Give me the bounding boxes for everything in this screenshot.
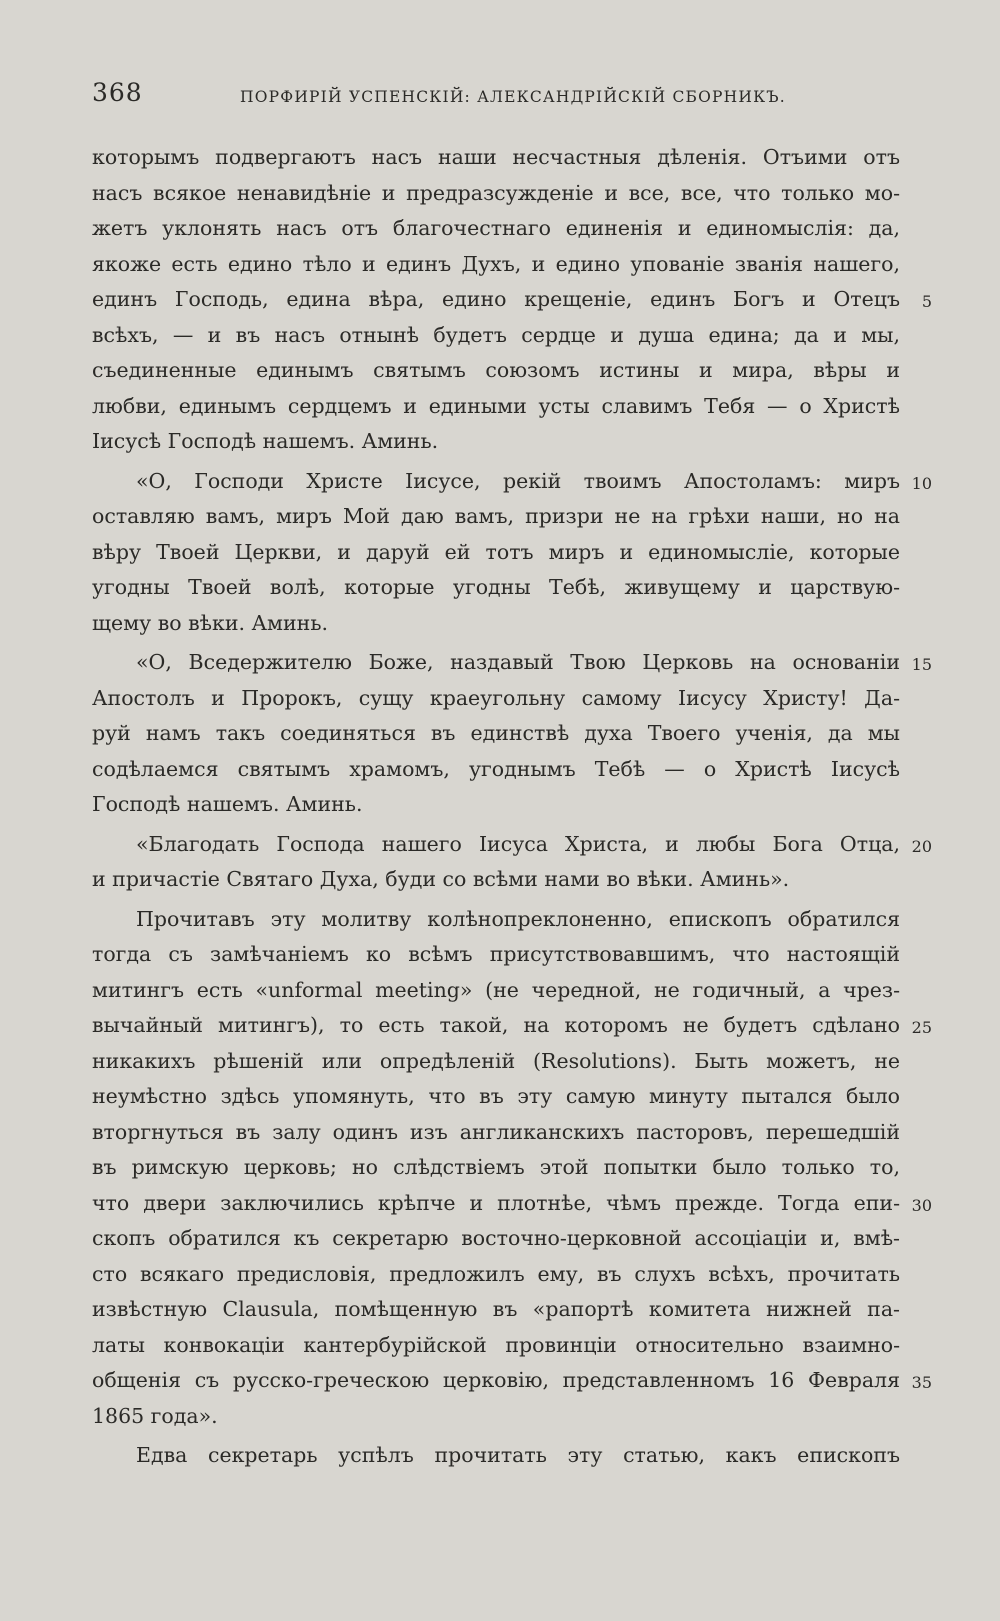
page-header [92,78,902,118]
text-line-content: единъ Господь, едина вѣра, едино крещеніе, единъ Богъ и Отецъ [92,287,900,311]
text-line-content: никакихъ рѣшеній или опредѣленій (Resolutions). Быть можетъ, не [92,1048,900,1073]
text-line-content: Прочитавъ эту молитву колѣнопреклоненно, епископъ обратился [136,906,900,931]
line-number: 15 [911,655,932,674]
text-line-content: извѣстную Clausula, помѣщенную въ «рапортѣ комитета нижней па- [92,1297,900,1321]
text-line [92,353,900,389]
text-line [92,716,900,752]
text-line-content: и причастіе Святаго Духа, буди со всѣми нами во вѣки. Аминь». [92,867,790,891]
page-number: 368 [92,78,143,107]
text-line-content: «О, Господи Христе Іисусе, рекій твоимъ Апостоламъ: миръ [136,468,900,493]
text-line-content: любви, единымъ сердцемъ и едиными усты славимъ Тебя — о Христѣ [92,393,900,418]
text-line [92,1079,900,1115]
line-number: 5 [921,292,932,311]
text-line [92,535,900,571]
text-line [92,1257,900,1293]
text-line [92,606,900,642]
text-line-content: 1865 года». [92,1403,218,1428]
text-line [92,827,932,863]
text-line [92,1186,932,1222]
text-line-content: всѣхъ, — и въ насъ отнынѣ будетъ сердце и душа едина; да и мы, [92,322,900,347]
text-line [92,973,900,1009]
text-line-content: что двери заключились крѣпче и плотнѣе, чѣмъ прежде. Тогда епи- [92,1190,900,1215]
line-number: 30 [911,1195,932,1215]
text-line [92,1399,900,1435]
text-line-content: съединенные единымъ святымъ союзомъ истины и мира, вѣры и [92,358,900,382]
text-line-content: «Благодать Господа нашего Іисуса Христа, и любы Бога Отца, [136,831,900,856]
text-line [92,389,900,425]
text-line [92,464,932,500]
running-title: ПОРФИРІЙ УСПЕНСКІЙ: АЛЕКСАНДРІЙСКІЙ СБОРНИКЪ. [240,88,786,106]
line-number: 25 [911,1018,932,1037]
text-line-content: Едва секретарь успѣлъ прочитать эту статью, какъ епископъ [136,1443,900,1467]
line-number: 35 [911,1373,932,1392]
text-line-content: содѣлаемся святымъ храмомъ, угоднымъ Тебѣ — о Христѣ Іисусѣ [92,756,900,781]
text-line [92,681,900,717]
text-line [92,424,900,460]
text-line-content: насъ всякое ненавидѣніе и предразсужденіе и все, все, что только мо- [92,180,900,205]
text-line-content: тогда съ замѣчаніемъ ко всѣмъ присутствовавшимъ, что настоящій [92,942,900,966]
text-line [92,1115,900,1151]
text-line [92,862,900,898]
text-line-content: неумѣстно здѣсь упомянуть, что въ эту самую минуту пытался было [92,1084,900,1108]
text-line [92,645,932,681]
text-line-content: Іисусѣ Господѣ нашемъ. Аминь. [92,429,439,453]
text-line [92,1292,900,1328]
text-line-content: якоже есть едино тѣло и единъ Духъ, и едино упованіе званія нашего, [92,251,900,276]
text-line [92,211,900,247]
text-line-content: щему во вѣки. Аминь. [92,610,329,635]
text-line-content: латы конвокаціи кантербурійской провинціи относительно взаимно- [92,1332,900,1357]
text-line [92,318,900,354]
text-line-content: вторгнуться въ залу одинъ изъ англиканскихъ пасторовъ, перешедшій [92,1119,900,1144]
text-line-content: сто всякаго предисловія, предложилъ ему, въ слухъ всѣхъ, прочитать [92,1261,900,1286]
text-line-content: жетъ уклонять насъ отъ благочестнаго единенія и единомыслія: да, [92,216,900,240]
text-line [92,1044,900,1080]
text-line-content: вычайный митингъ), то есть такой, на которомъ не будетъ сдѣлано [92,1013,900,1037]
text-line-content: «О, Вседержителю Боже, наздавый Твою Церковь на основаніи [136,650,900,674]
body-text [92,140,932,1474]
text-line-content: въ римскую церковь; но слѣдствіемъ этой попытки было только то, [92,1155,900,1179]
text-line [92,499,900,535]
text-line [92,902,900,938]
text-line [92,1221,900,1257]
text-line [92,247,900,283]
line-number: 10 [911,473,932,493]
line-number: 20 [911,836,932,856]
text-line-content: вѣру Твоей Церкви, и даруй ей тотъ миръ и единомысліе, которые [92,539,900,564]
text-line-content: руй намъ такъ соединяться въ единствѣ духа Твоего ученія, да мы [92,721,900,745]
text-line-content: митингъ есть «unformal meeting» (не чередной, не годичный, а чрез- [92,977,900,1002]
text-line [92,1438,900,1474]
text-line-content: оставляю вамъ, миръ Мой даю вамъ, призри не на грѣхи наши, но на [92,504,900,528]
text-line [92,140,900,176]
text-line-content: которымъ подвергаютъ насъ наши несчастныя дѣленія. Отъими отъ [92,145,900,169]
text-line-content: Апостолъ и Пророкъ, сущу краеугольну самому Іисусу Христу! Да- [92,685,900,710]
text-line [92,176,900,212]
text-line-content: общенія съ русско-греческою церковію, представленномъ 16 Февраля [92,1368,900,1392]
text-line [92,1328,900,1364]
text-line [92,1150,900,1186]
text-line [92,1363,932,1399]
text-line [92,787,900,823]
text-line [92,1008,932,1044]
text-line-content: Господѣ нашемъ. Аминь. [92,792,363,816]
text-line [92,752,900,788]
text-line-content: скопъ обратился къ секретарю восточно-церковной ассоціаціи и, вмѣ- [92,1226,900,1250]
text-line-content: угодны Твоей волѣ, которые угодны Тебѣ, живущему и царствую- [92,575,900,599]
text-line [92,282,932,318]
text-line [92,937,900,973]
text-line [92,570,900,606]
